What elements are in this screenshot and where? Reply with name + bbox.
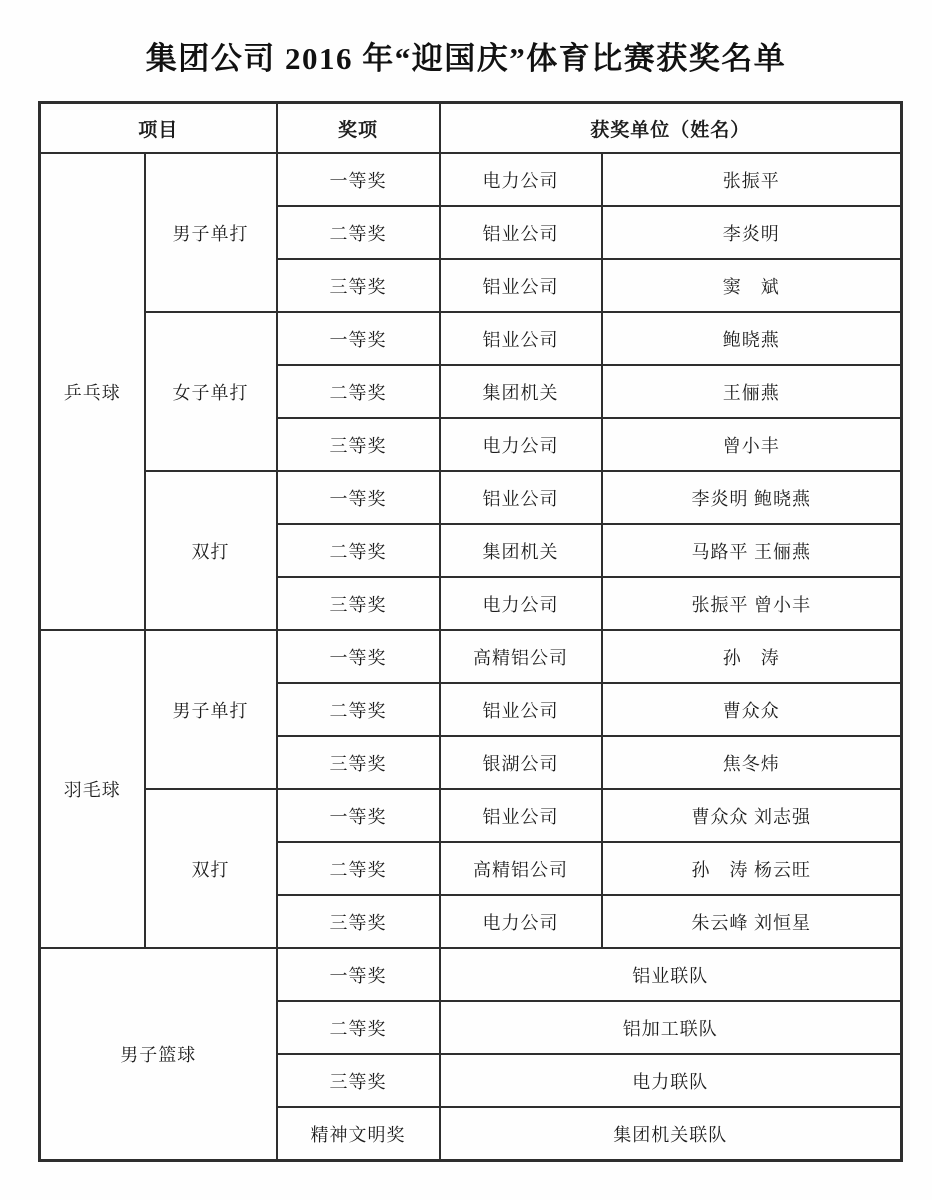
winner-cell: 孙 涛 xyxy=(602,630,902,683)
table-row xyxy=(40,789,902,842)
unit-cell: 电力公司 xyxy=(440,577,602,630)
unit-cell: 电力公司 xyxy=(440,418,602,471)
prize-cell: 一等奖 xyxy=(277,948,440,1001)
table-row xyxy=(40,153,902,206)
winner-cell: 朱云峰 刘恒星 xyxy=(602,895,902,948)
prize-cell: 一等奖 xyxy=(277,153,440,206)
winner-cell: 马路平 王俪燕 xyxy=(602,524,902,577)
winner-cell: 焦冬炜 xyxy=(602,736,902,789)
group-cell-womens-singles: 女子单打 xyxy=(145,312,277,471)
winner-cell: 李炎明 xyxy=(602,206,902,259)
prize-cell: 二等奖 xyxy=(277,842,440,895)
unit-cell: 高精铝公司 xyxy=(440,630,602,683)
prize-cell: 二等奖 xyxy=(277,683,440,736)
sport-cell-basketball: 男子篮球 xyxy=(40,948,277,1161)
prize-cell: 三等奖 xyxy=(277,736,440,789)
prize-cell: 三等奖 xyxy=(277,577,440,630)
winner-cell: 王俪燕 xyxy=(602,365,902,418)
page-title: 集团公司 2016 年“迎国庆”体育比赛获奖名单 xyxy=(145,41,787,76)
winner-cell: 曹众众 刘志强 xyxy=(602,789,902,842)
team-cell: 铝加工联队 xyxy=(440,1001,902,1054)
prize-cell: 一等奖 xyxy=(277,312,440,365)
unit-cell: 铝业公司 xyxy=(440,789,602,842)
unit-cell: 集团机关 xyxy=(440,524,602,577)
winner-cell: 曹众众 xyxy=(602,683,902,736)
prize-cell: 精神文明奖 xyxy=(277,1107,440,1161)
unit-cell: 铝业公司 xyxy=(440,259,602,312)
unit-cell: 铝业公司 xyxy=(440,206,602,259)
sport-cell-badminton: 羽毛球 xyxy=(40,630,145,948)
winner-cell: 曾小丰 xyxy=(602,418,902,471)
prize-cell: 三等奖 xyxy=(277,1054,440,1107)
winner-cell: 李炎明 鲍晓燕 xyxy=(602,471,902,524)
prize-cell: 一等奖 xyxy=(277,471,440,524)
winner-cell: 孙 涛 杨云旺 xyxy=(602,842,902,895)
prize-cell: 二等奖 xyxy=(277,206,440,259)
prize-cell: 三等奖 xyxy=(277,259,440,312)
winner-cell: 张振平 曾小丰 xyxy=(602,577,902,630)
table-row xyxy=(40,948,902,1001)
table-row xyxy=(40,630,902,683)
group-cell-mens-singles-badminton: 男子单打 xyxy=(145,630,277,789)
header-prize-cell: 奖项 xyxy=(277,103,440,154)
unit-cell: 高精铝公司 xyxy=(440,842,602,895)
sport-cell-pingpong: 乒乓球 xyxy=(40,153,145,630)
header-project-cell: 项目 xyxy=(40,103,277,154)
unit-cell: 铝业公司 xyxy=(440,683,602,736)
header-winner-cell: 获奖单位（姓名） xyxy=(440,103,902,154)
winner-cell: 窦 斌 xyxy=(602,259,902,312)
prize-cell: 三等奖 xyxy=(277,418,440,471)
group-cell-doubles-pingpong: 双打 xyxy=(145,471,277,630)
prize-cell: 二等奖 xyxy=(277,365,440,418)
header-row xyxy=(40,103,902,154)
unit-cell: 电力公司 xyxy=(440,153,602,206)
group-cell-mens-singles: 男子单打 xyxy=(145,153,277,312)
table-row xyxy=(40,471,902,524)
team-cell: 电力联队 xyxy=(440,1054,902,1107)
prize-cell: 一等奖 xyxy=(277,789,440,842)
unit-cell: 银湖公司 xyxy=(440,736,602,789)
prize-cell: 二等奖 xyxy=(277,1001,440,1054)
team-cell: 集团机关联队 xyxy=(440,1107,902,1161)
awards-table xyxy=(38,101,903,1162)
prize-cell: 三等奖 xyxy=(277,895,440,948)
unit-cell: 电力公司 xyxy=(440,895,602,948)
prize-cell: 二等奖 xyxy=(277,524,440,577)
winner-cell: 鲍晓燕 xyxy=(602,312,902,365)
table-row xyxy=(40,312,902,365)
unit-cell: 铝业公司 xyxy=(440,471,602,524)
prize-cell: 一等奖 xyxy=(277,630,440,683)
team-cell: 铝业联队 xyxy=(440,948,902,1001)
winner-cell: 张振平 xyxy=(602,153,902,206)
unit-cell: 集团机关 xyxy=(440,365,602,418)
group-cell-doubles-badminton: 双打 xyxy=(145,789,277,948)
unit-cell: 铝业公司 xyxy=(440,312,602,365)
